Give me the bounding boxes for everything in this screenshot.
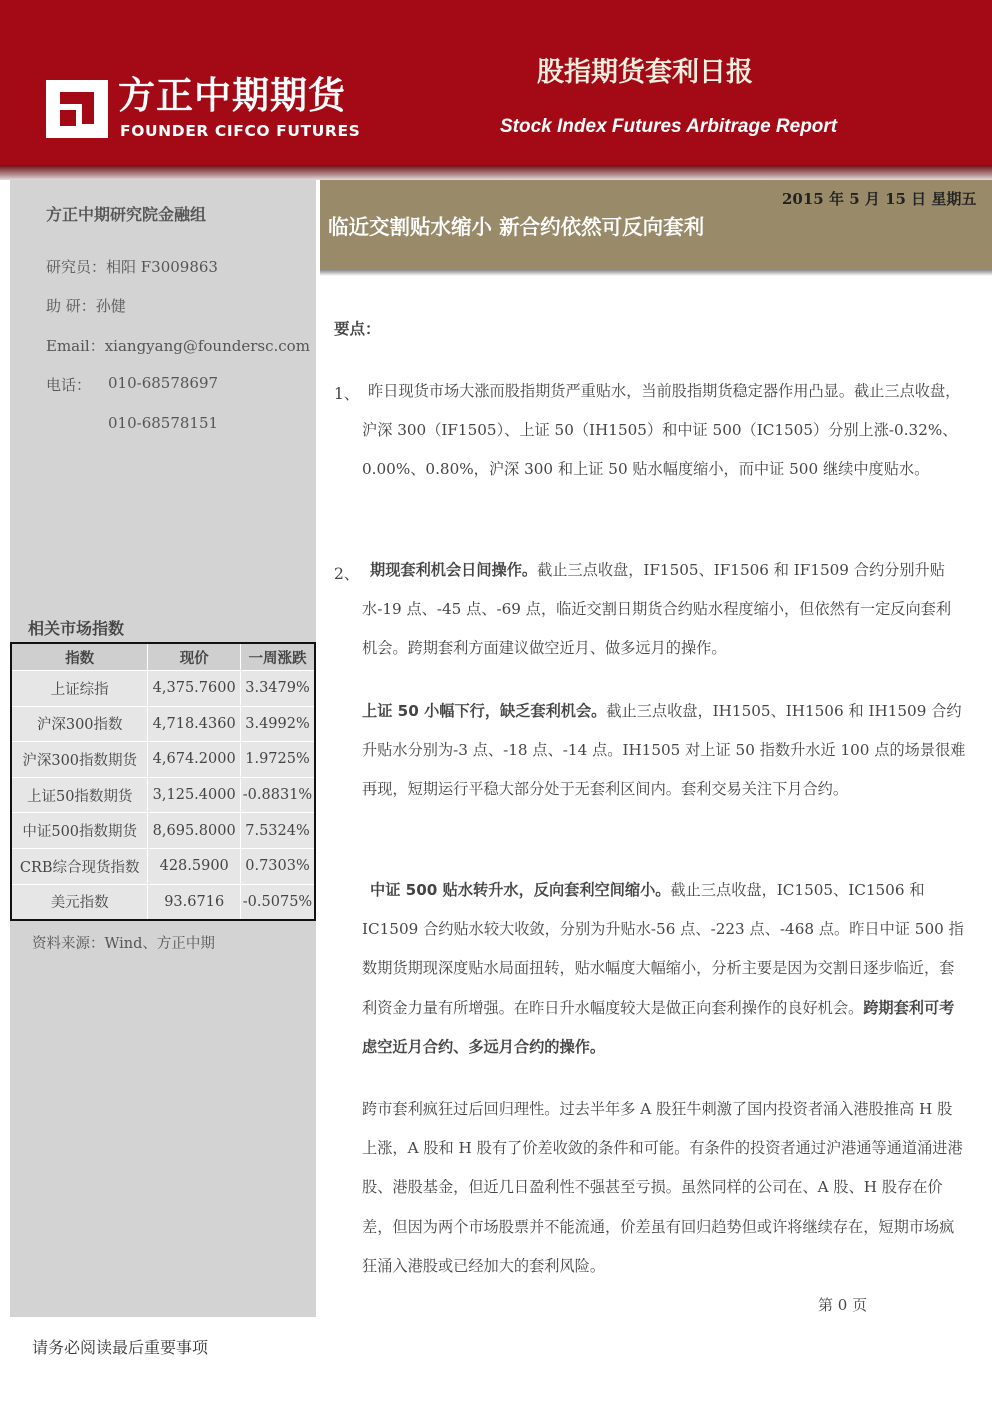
table-row [11,848,315,884]
index-change: 3.3479% [240,671,315,707]
email-link[interactable]: Email：xiangyang@foundersc.com [46,337,310,355]
index-name: CRB综合现货指数 [11,848,148,884]
index-change: 7.5324% [240,813,315,849]
market-index-table [10,642,316,921]
headline-bar-shadow [320,270,992,276]
phone-number-1: 010-68578697 [108,374,219,392]
index-change: 0.7303% [240,848,315,884]
table-row [11,884,315,920]
index-change: -0.5075% [240,884,315,920]
phone-label: 电话： [46,376,92,394]
paragraph-point-2 [362,551,966,669]
point-number: 2、 [334,565,360,583]
paragraph-body: 截止三点收盘，IF1505、IF1506 和 IF1509 合约分别升贴水-19 点、-45 点、-69 点，临近交割日期货合约贴水程度缩小，但依然有一定反向套利机会。跨期套利方面建议做空近月、做多远月的操作。 [362,561,952,658]
column-header: 一周涨跌 [240,643,315,671]
index-price: 428.5900 [148,848,241,884]
paragraph-lead: 中证 500 贴水转升水，反向套利空间缩小。 [370,881,671,899]
paragraph-sse50 [362,692,966,810]
index-price: 93.6716 [148,884,241,920]
market-table-title: 相关市场指数 [28,619,125,638]
table-header-row [11,643,315,671]
header-shadow [0,165,992,180]
index-price: 4,718.4360 [148,706,241,742]
paragraph-csi500 [362,871,966,1067]
paragraph-lead: 期现套利机会日间操作。 [370,561,538,579]
index-change: -0.8831% [240,777,315,813]
paragraph-conclusion: 跨期套利可考虑空近月合约、多远月合约的操作。 [362,998,955,1056]
data-source-note: 资料来源：Wind、方正中期 [32,936,215,952]
table-row [11,813,315,849]
report-date: 2015 年 5 月 15 日 星期五 [782,190,977,208]
index-name: 上证综指 [11,671,148,707]
index-name: 美元指数 [11,884,148,920]
paragraph-body: 截止三点收盘，IC1505、IC1506 和 IC1509 合约贴水较大收敛，分别为升贴水-56 点、-223 点、-468 点。昨日中证 500 指数期货期现深度贴水局面扭转，贴水幅度大幅缩小，分析主要是因为交割日逐步临近，套利资金力量有所增强。在昨日升水幅度较大是做正向套利操作的良好机会。 [362,881,964,1017]
table-row [11,777,315,813]
index-name: 上证50指数期货 [11,777,148,813]
assistant-info: 助 研：孙健 [46,297,126,315]
index-price: 4,674.2000 [148,742,241,778]
department-name: 方正中期研究院金融组 [46,205,207,224]
company-logo-cn: 方正中期期货 [118,74,346,117]
key-points-heading: 要点： [334,320,381,338]
paragraph-point-1: 昨日现货市场大涨而股指期货严重贴水，当前股指期货稳定器作用凸显。截止三点收盘，沪深 300（IF1505）、上证 50（IH1505）和中证 500（IC1505）分别上涨-0.32%、0.00%、0.80%，沪深 300 和上证 50 贴水幅度缩小，而中证 500 继续中度贴水。 [362,382,961,479]
table-row [11,706,315,742]
researcher-info: 研究员：相阳 F3009863 [46,258,218,276]
index-price: 3,125.4000 [148,777,241,813]
logo-icon [46,80,108,138]
paragraph-cross-market: 跨市套利疯狂过后回归理性。过去半年多 A 股狂牛刺激了国内投资者涌入港股推高 H 股上涨，A 股和 H 股有了价差收敛的条件和可能。有条件的投资者通过沪港通等通道涌进港股、港股基金，但近几日盈利性不强甚至亏损。虽然同样的公司在、A 股、H 股存在价差，但因为两个市场股票并不能流通，价差虽有回归趋势但或许将继续存在，短期市场疯狂涌入港股或已经加大的套利风险。 [362,1100,963,1275]
index-change: 1.9725% [240,742,315,778]
report-headline: 临近交割贴水缩小 新合约依然可反向套利 [328,215,705,239]
column-header: 现价 [148,643,241,671]
index-price: 8,695.8000 [148,813,241,849]
index-price: 4,375.7600 [148,671,241,707]
table-row [11,671,315,707]
disclaimer-note: 请务必阅读最后重要事项 [32,1338,209,1357]
table-row [11,742,315,778]
index-name: 沪深300指数 [11,706,148,742]
phone-number-2: 010-68578151 [108,414,219,432]
report-title-en: Stock Index Futures Arbitrage Report [500,116,838,137]
page-number: 第 0 页 [818,1296,868,1314]
column-header: 指数 [11,643,148,671]
paragraph-lead: 上证 50 小幅下行，缺乏套利机会。 [362,702,607,720]
company-logo-en: FOUNDER CIFCO FUTURES [120,122,361,140]
index-name: 沪深300指数期货 [11,742,148,778]
paragraph-body: 截止三点收盘，IH1505、IH1506 和 IH1509 合约升贴水分别为-3 点、-18 点、-14 点。IH1505 对上证 50 指数升水近 100 点的场景很难再现，短期运行平稳大部分处于无套利区间内。套利交易关注下月合约。 [362,702,966,799]
report-title-cn: 股指期货套利日报 [537,57,753,88]
index-change: 3.4992% [240,706,315,742]
index-name: 中证500指数期货 [11,813,148,849]
point-number: 1、 [334,385,360,403]
